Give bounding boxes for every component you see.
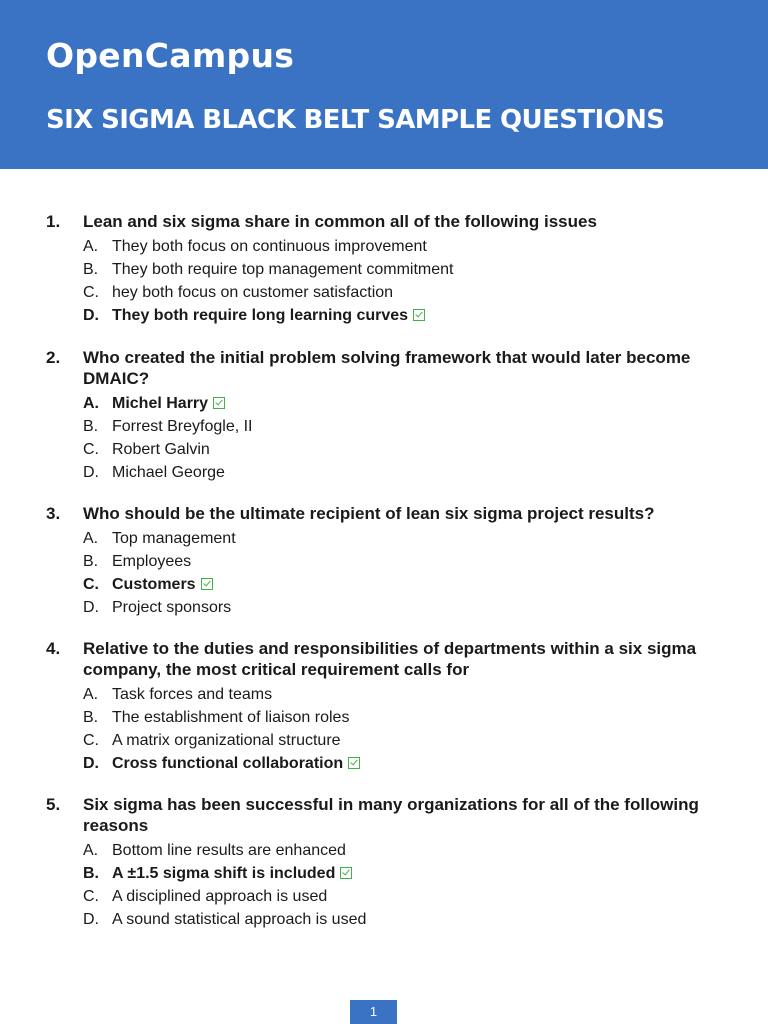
option-a — [83, 839, 683, 862]
question-text: Six sigma has been successful in many organizations for all of the following reasons — [83, 795, 699, 835]
option-text: Forrest Breyfogle, II — [112, 418, 253, 435]
option-letter: B. — [83, 709, 99, 726]
option-b — [83, 550, 683, 573]
option-c — [83, 281, 683, 304]
option-text: Robert Galvin — [112, 441, 210, 458]
document-title: SIX SIGMA BLACK BELT SAMPLE QUESTIONS — [46, 105, 665, 135]
option-text-wrap — [112, 862, 352, 885]
option-d — [83, 596, 683, 619]
page-number-badge: 1 — [350, 1000, 397, 1024]
option-a — [83, 527, 683, 550]
option-list — [83, 392, 683, 484]
question-number: 4. — [46, 639, 61, 658]
option-a — [83, 683, 683, 706]
option-letter: D. — [83, 307, 99, 324]
option-c — [83, 729, 683, 752]
option-letter: C. — [83, 888, 99, 905]
option-text-wrap — [112, 752, 360, 775]
page-header — [0, 0, 768, 169]
question-text: Relative to the duties and responsibilities of departments within a six sigma company, the most critical requirement calls for — [83, 639, 697, 679]
option-b — [83, 415, 683, 438]
option-d-correct — [83, 752, 683, 775]
question-number: 3. — [46, 504, 61, 523]
option-a-correct — [83, 392, 683, 415]
option-letter: A. — [83, 842, 99, 859]
option-letter: A. — [83, 395, 99, 412]
option-text: A matrix organizational structure — [112, 732, 341, 749]
question-text: Lean and six sigma share in common all of the following issues — [83, 212, 597, 231]
option-text: Michael George — [112, 464, 225, 481]
option-list — [83, 839, 683, 931]
option-letter: D. — [83, 911, 99, 928]
option-letter: A. — [83, 530, 99, 547]
option-d — [83, 461, 683, 484]
option-text: Bottom line results are enhanced — [112, 842, 346, 859]
option-text: Employees — [112, 553, 192, 570]
option-text: A sound statistical approach is used — [112, 911, 367, 928]
checkbox-check-icon — [413, 309, 425, 321]
option-text-wrap — [112, 304, 425, 327]
checkbox-check-icon — [340, 867, 352, 879]
option-text: They both require long learning curves — [112, 307, 409, 324]
option-b-correct — [83, 862, 683, 885]
option-text: Michel Harry — [112, 395, 209, 412]
option-d — [83, 908, 683, 931]
option-text: They both focus on continuous improvement — [112, 238, 427, 255]
option-text: The establishment of liaison roles — [112, 709, 350, 726]
question-number: 1. — [46, 212, 61, 231]
option-text-wrap — [112, 392, 225, 415]
option-text-wrap — [112, 573, 213, 596]
option-text: Top management — [112, 530, 236, 547]
option-letter: C. — [83, 284, 99, 301]
option-text: A disciplined approach is used — [112, 888, 328, 905]
brand-logo-text: OpenCampus — [46, 36, 295, 75]
checkbox-check-icon — [213, 397, 225, 409]
option-letter: A. — [83, 686, 99, 703]
option-letter: B. — [83, 553, 99, 570]
option-a — [83, 235, 683, 258]
option-text: Cross functional collaboration — [112, 755, 344, 772]
option-b — [83, 258, 683, 281]
question-number: 5. — [46, 795, 61, 814]
option-letter: A. — [83, 238, 99, 255]
option-c-correct — [83, 573, 683, 596]
option-letter: C. — [83, 732, 99, 749]
option-text: A ±1.5 sigma shift is included — [112, 865, 336, 882]
option-letter: D. — [83, 599, 99, 616]
option-letter: C. — [83, 441, 99, 458]
option-text: Task forces and teams — [112, 686, 273, 703]
option-letter: D. — [83, 464, 99, 481]
option-text: Project sponsors — [112, 599, 232, 616]
option-text: They both require top management commitment — [112, 261, 454, 278]
option-b — [83, 706, 683, 729]
question-number: 2. — [46, 348, 61, 367]
option-letter: C. — [83, 576, 99, 593]
option-text: hey both focus on customer satisfaction — [112, 284, 394, 301]
question-text: Who should be the ultimate recipient of lean six sigma project results? — [83, 504, 655, 523]
checkbox-check-icon — [348, 757, 360, 769]
option-list — [83, 235, 683, 327]
option-c — [83, 885, 683, 908]
option-list — [83, 527, 683, 619]
option-d-correct — [83, 304, 683, 327]
option-letter: B. — [83, 865, 99, 882]
option-c — [83, 438, 683, 461]
option-list — [83, 683, 683, 775]
question-text: Who created the initial problem solving framework that would later become DMAIC? — [83, 348, 691, 388]
checkbox-check-icon — [201, 578, 213, 590]
option-letter: B. — [83, 261, 99, 278]
option-letter: D. — [83, 755, 99, 772]
option-text: Customers — [112, 576, 196, 593]
option-letter: B. — [83, 418, 99, 435]
